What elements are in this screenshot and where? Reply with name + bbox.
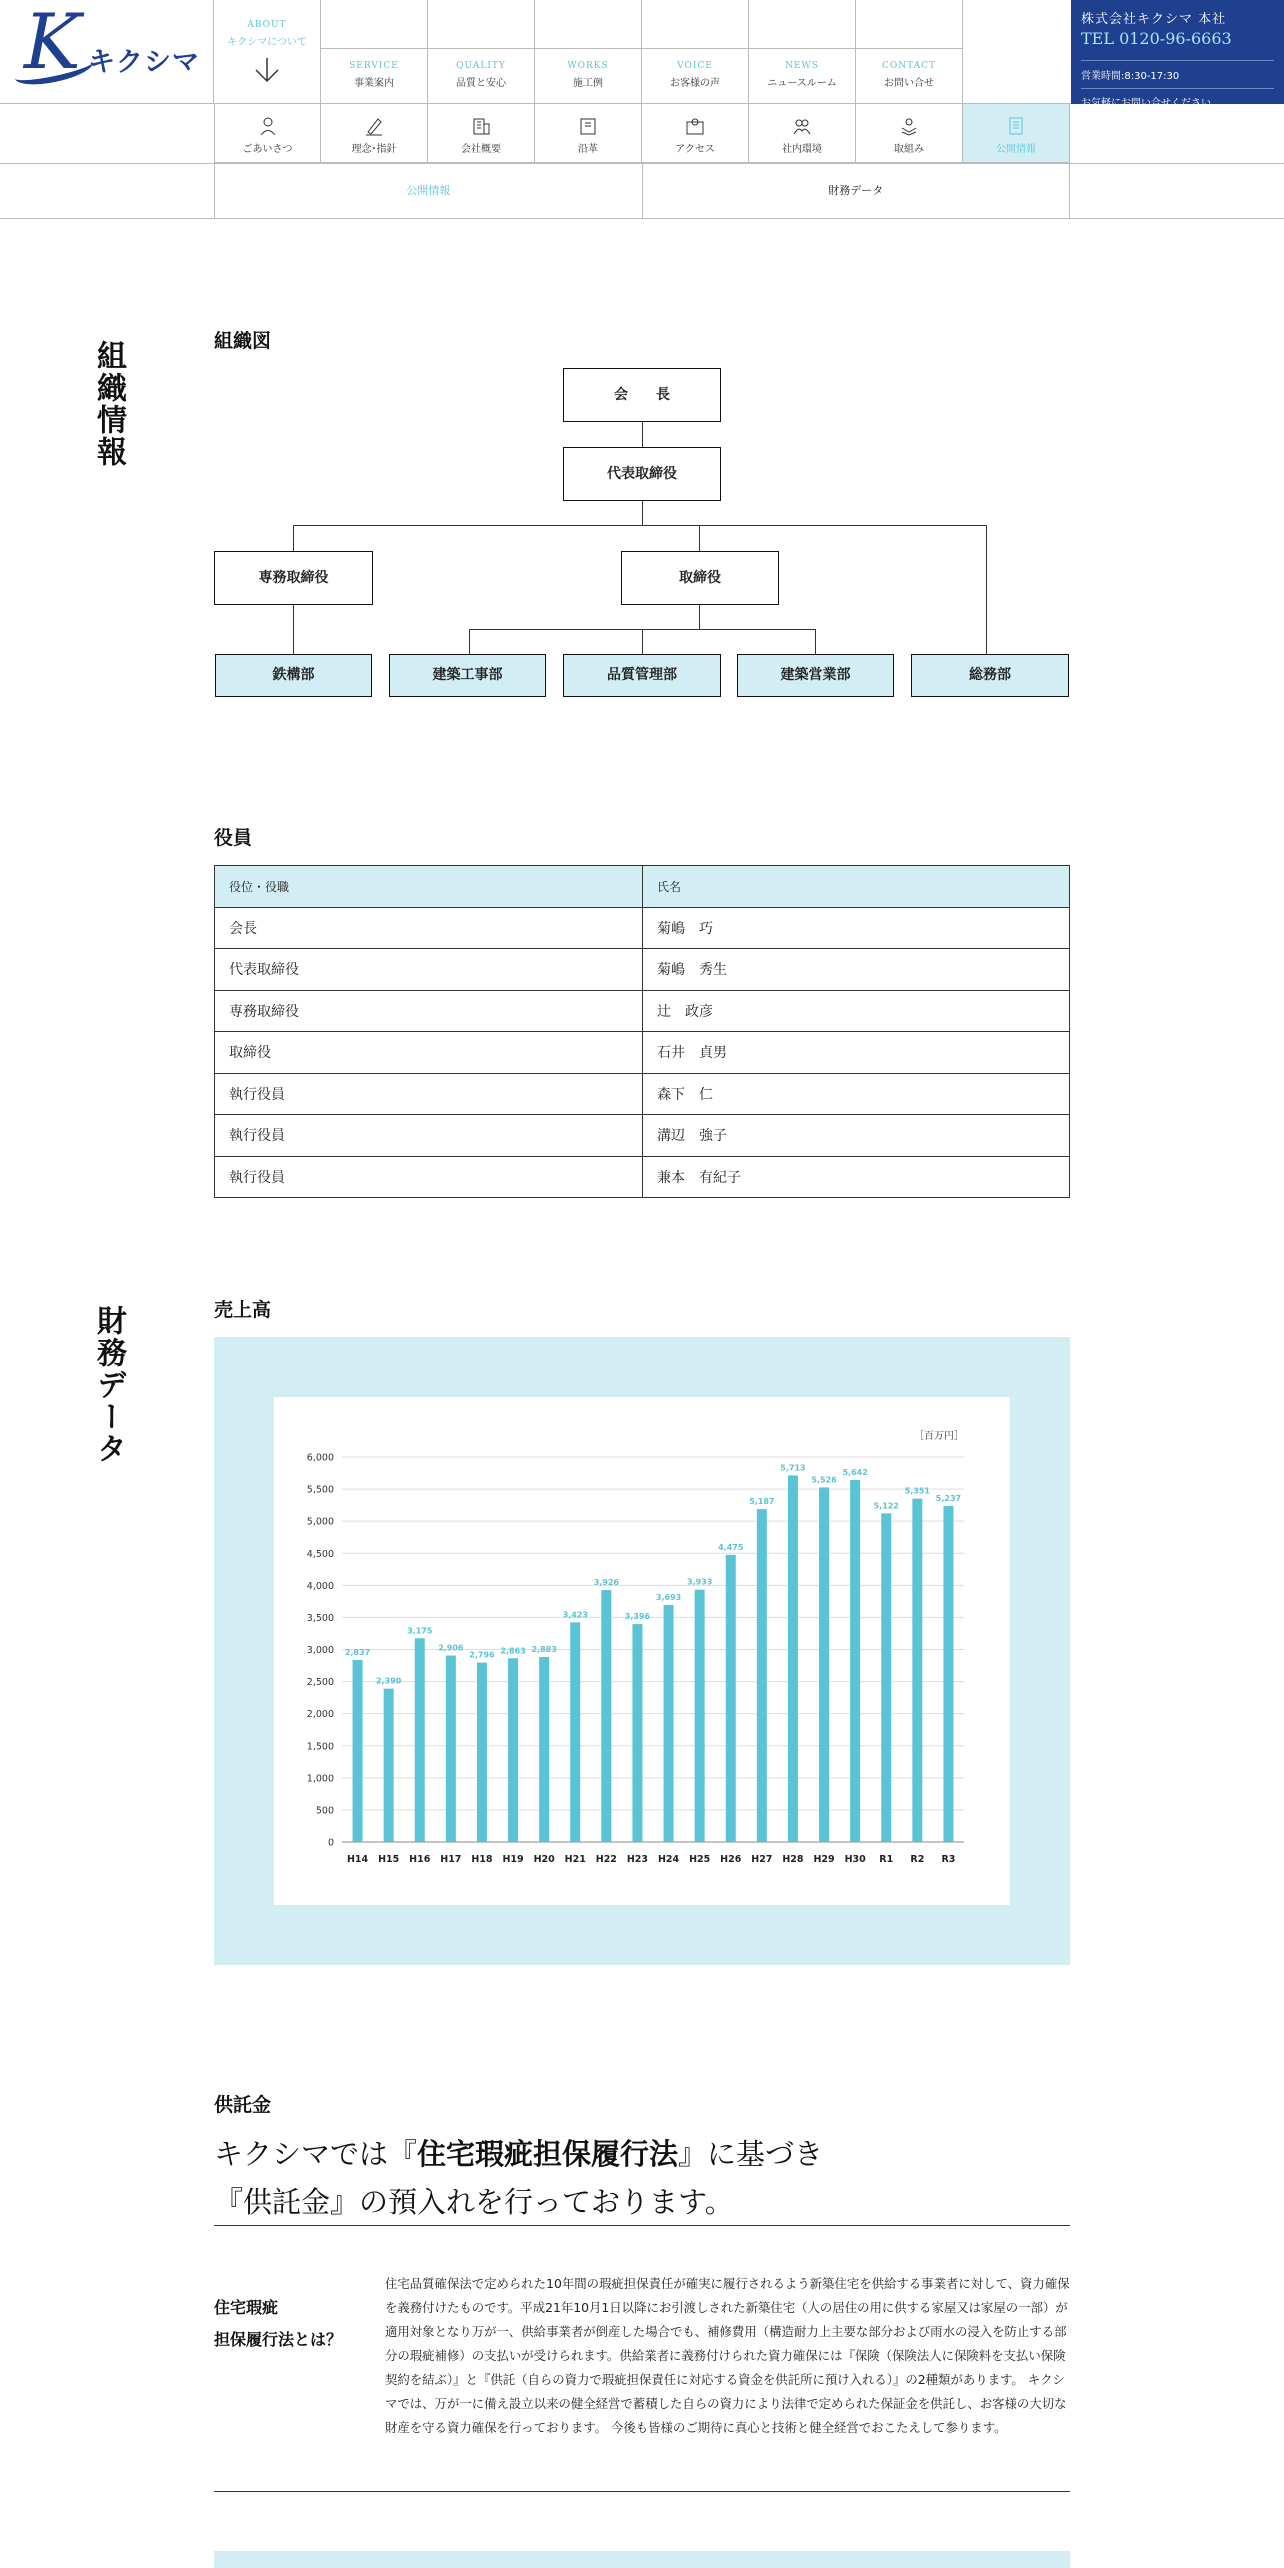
- nav-news-jp: ニュースルーム: [767, 78, 837, 89]
- org-connector: [699, 525, 700, 551]
- sales-chart-card: [274, 1397, 1010, 1905]
- org-connector: [815, 629, 816, 654]
- org-connector: [642, 629, 643, 654]
- subnav-access[interactable]: [642, 104, 749, 162]
- contact-note: お気軽にお問い合せください。: [1081, 88, 1274, 109]
- nav-works[interactable]: [535, 0, 642, 104]
- subnav-label: ごあいさつ: [242, 144, 293, 155]
- nav-service-jp: 事業案内: [354, 78, 394, 89]
- chart-bar: [819, 1487, 829, 1842]
- officer-position: 執行役員: [215, 1115, 643, 1157]
- chart-y-tick-label: 6,000: [306, 1452, 334, 1464]
- chart-bar: [632, 1624, 642, 1842]
- chart-data-label: 5,237: [935, 1493, 962, 1503]
- subnav-label: 沿革: [578, 144, 598, 155]
- document-icon: [1006, 116, 1026, 136]
- officer-name: 石井 貞男: [643, 1032, 1070, 1074]
- subnav-label: アクセス: [675, 144, 715, 155]
- officer-name: 辻 政彦: [643, 990, 1070, 1032]
- trust-lead: [214, 2130, 823, 2226]
- nav-voice-jp: お客様の声: [670, 78, 720, 89]
- nav-about-en: ABOUT: [247, 20, 287, 30]
- main-nav: [214, 0, 963, 104]
- chart-data-label: 5,351: [904, 1486, 931, 1496]
- chart-data-label: 4,475: [718, 1542, 744, 1552]
- officer-position: 代表取締役: [215, 949, 643, 991]
- chart-data-label: 5,187: [749, 1497, 775, 1507]
- sales-bar-chart: [274, 1397, 1010, 1905]
- officer-position: 専務取締役: [215, 990, 643, 1032]
- chart-bar: [446, 1656, 456, 1842]
- contact-hours: 営業時間:8:30-17:30: [1081, 60, 1274, 82]
- chart-data-label: 5,122: [873, 1501, 899, 1511]
- pen-icon: [364, 116, 384, 136]
- org-director: 取締役: [621, 551, 779, 605]
- officer-name: 森下 仁: [643, 1073, 1070, 1115]
- org-dept-steel: 鉄構部: [215, 654, 372, 697]
- nav-voice[interactable]: [642, 0, 749, 104]
- officer-position: 取締役: [215, 1032, 643, 1074]
- chart-data-label: 3,933: [686, 1577, 713, 1587]
- column-header: 氏名: [643, 866, 1070, 908]
- chart-data-label: 5,713: [780, 1463, 806, 1473]
- chart-y-tick-label: 2,500: [306, 1677, 334, 1689]
- org-connector: [469, 629, 470, 654]
- tab-public-info[interactable]: 公開情報: [215, 163, 643, 218]
- chart-bar: [384, 1689, 394, 1842]
- chart-x-tick-label: R1: [879, 1854, 894, 1865]
- subnav-history[interactable]: [535, 104, 642, 162]
- chart-data-label: 2,796: [469, 1650, 495, 1660]
- org-connector: [986, 525, 987, 654]
- chart-x-tick-label: H16: [409, 1854, 431, 1865]
- subnav-philosophy[interactable]: [321, 104, 428, 162]
- chart-data-label: 2,863: [500, 1646, 526, 1656]
- org-president: 代表取締役: [563, 447, 721, 501]
- chart-unit-label: ［百万円］: [914, 1431, 964, 1442]
- divider: [214, 2225, 1070, 2226]
- org-managing-director: 専務取締役: [214, 551, 373, 605]
- chart-x-tick-label: H30: [844, 1854, 866, 1865]
- trust-question-line: 担保履行法とは？: [214, 2330, 343, 2349]
- trust-heading: 供託金: [214, 2094, 272, 2116]
- chart-data-label: 5,526: [811, 1475, 837, 1485]
- chart-bar: [726, 1555, 736, 1842]
- chart-data-label: 3,396: [624, 1612, 651, 1622]
- chart-x-tick-label: R3: [941, 1854, 956, 1865]
- chart-bar: [912, 1499, 922, 1842]
- section-title-financial-data: 財務データ: [91, 1305, 126, 1465]
- table-row: [215, 1156, 1070, 1198]
- chart-x-tick-label: H19: [502, 1854, 524, 1865]
- chart-x-tick-label: H23: [626, 1854, 649, 1865]
- chart-bar: [508, 1658, 518, 1842]
- chart-x-tick-label: H17: [440, 1854, 462, 1865]
- nav-news-en: NEWS: [785, 61, 819, 71]
- org-connector: [699, 605, 700, 629]
- chart-bar: [353, 1660, 363, 1842]
- about-subnav: [214, 104, 1070, 163]
- org-dept-construction: 建築工事部: [389, 654, 546, 697]
- subnav-greeting[interactable]: [214, 104, 321, 162]
- chart-x-tick-label: H20: [533, 1854, 555, 1865]
- chart-x-tick-label: H25: [689, 1854, 711, 1865]
- table-header-row: [215, 866, 1070, 908]
- nav-contact[interactable]: [856, 0, 963, 104]
- nav-news[interactable]: [749, 0, 856, 104]
- chart-x-tick-label: H27: [751, 1854, 773, 1865]
- logo-k-mark: K: [24, 0, 81, 86]
- org-dept-sales: 建築営業部: [737, 654, 894, 697]
- trust-question: [214, 2292, 342, 2356]
- trust-lead-law-name: 住宅瑕疵担保履行法: [417, 2137, 679, 2171]
- subnav-initiatives[interactable]: [856, 104, 963, 162]
- trust-lead-line2: 『供託金』の預入れを行っております。: [214, 2185, 734, 2219]
- chart-data-label: 2,390: [375, 1676, 402, 1686]
- chart-bar: [943, 1506, 953, 1842]
- handshake-icon: [899, 116, 919, 136]
- greeting-icon: [258, 116, 278, 136]
- chart-bar: [850, 1480, 860, 1842]
- subnav-label: 社内環境: [782, 144, 822, 155]
- chart-bar: [757, 1509, 767, 1842]
- officer-position: 執行役員: [215, 1156, 643, 1198]
- nav-quality-en: QUALITY: [456, 61, 506, 71]
- trust-question-line: 住宅瑕疵: [214, 2298, 279, 2317]
- officer-name: 溝辺 強子: [643, 1115, 1070, 1157]
- table-row: [215, 1073, 1070, 1115]
- officer-name: 兼本 有紀子: [643, 1156, 1070, 1198]
- map-icon: [685, 116, 705, 136]
- org-connector: [293, 525, 294, 551]
- nav-contact-en: CONTACT: [881, 61, 937, 71]
- chart-x-tick-label: R2: [910, 1854, 925, 1865]
- contact-tel[interactable]: TEL 0120-96-6663: [1081, 29, 1232, 48]
- org-connector: [642, 501, 643, 525]
- chart-data-label: 3,175: [407, 1626, 433, 1636]
- tab-financial-data[interactable]: 財務データ: [828, 184, 884, 197]
- officers-table: [214, 865, 1070, 1198]
- building-icon: [471, 116, 491, 136]
- chart-x-tick-label: H24: [657, 1854, 680, 1865]
- nav-voice-en: VOICE: [677, 61, 713, 71]
- subnav-label: 公開情報: [996, 144, 1036, 155]
- chart-x-tick-label: H28: [782, 1854, 804, 1865]
- chart-x-tick-label: H14: [346, 1854, 369, 1865]
- chart-bar: [788, 1475, 798, 1842]
- nav-works-jp: 施工例: [573, 78, 603, 89]
- nav-about-jp: キクシマについて: [227, 37, 307, 48]
- subnav-label: 会社概要: [461, 144, 501, 155]
- section-title-organization: 組織情報: [91, 340, 126, 468]
- chart-x-tick-label: H21: [564, 1854, 586, 1865]
- sales-heading: 売上高: [214, 1299, 272, 1321]
- chart-y-tick-label: 2,000: [306, 1709, 334, 1721]
- subnav-label: 取組み: [894, 144, 924, 155]
- company-logo[interactable]: [0, 0, 214, 104]
- next-panel: [214, 2551, 1070, 2568]
- chart-y-tick-label: 4,000: [306, 1580, 334, 1592]
- org-connector: [642, 422, 643, 447]
- chart-bar: [695, 1590, 705, 1842]
- org-dept-quality: 品質管理部: [563, 654, 721, 697]
- site-header: [0, 0, 1284, 109]
- table-row: [215, 1115, 1070, 1157]
- chart-bar: [477, 1663, 487, 1842]
- chart-bar: [415, 1638, 425, 1842]
- book-icon: [578, 116, 598, 136]
- chart-y-tick-label: 0: [327, 1837, 334, 1849]
- people-icon: [792, 116, 812, 136]
- chart-data-label: 3,926: [593, 1578, 620, 1588]
- trust-answer: 住宅品質確保法で定められた10年間の瑕疵担保責任が確実に履行されるよう新築住宅を供給する事業者に対して、資力確保を義務付けたものです。平成21年10月1日以降にお引渡しされた新築住宅（人の居住の用に供する家屋又は家屋の一部）が適用対象となり万が一、供給事業者が倒産した場合でも、補修費用（構造耐力上主要な部分および雨水の浸入を防止する部分の瑕疵補修）の支払いが受けられます。供給業者に義務付けられた資力確保には『保険（保険法人に保険料を支払い保険契約を結ぶ）』と『供託（自らの資力で瑕疵担保責任に対応する資金を供託所に預け入れる）』の2種類があります。 キクシマでは、万が一に備え設立以来の健全経営で蓄積した自らの資力により法律で定められた保証金を供託し、お客様の大切な財産を守る資力確保を行っております。 今後も皆様のご期待に真心と技術と健全経営でおこたえして参ります。: [385, 2276, 1070, 2435]
- chart-x-tick-label: H22: [595, 1854, 617, 1865]
- chart-data-label: 5,642: [842, 1467, 868, 1477]
- chart-data-label: 2,837: [344, 1647, 371, 1657]
- officer-position: 会長: [215, 907, 643, 949]
- officer-position: 執行役員: [215, 1073, 643, 1115]
- subnav-public-info[interactable]: [963, 104, 1070, 162]
- nav-about[interactable]: [214, 0, 321, 104]
- chart-y-tick-label: 1,500: [306, 1741, 334, 1753]
- chart-x-tick-label: H15: [378, 1854, 400, 1865]
- chart-bar: [570, 1622, 580, 1842]
- nav-service-en: SERVICE: [349, 61, 399, 71]
- table-row: [215, 907, 1070, 949]
- logo-text: キクシマ: [88, 47, 200, 78]
- chart-x-tick-label: H29: [813, 1854, 835, 1865]
- contact-company: 株式会社キクシマ 本社: [1081, 12, 1227, 27]
- officer-name: 菊嶋 巧: [643, 907, 1070, 949]
- org-chart-heading: 組織図: [214, 330, 272, 352]
- subnav-label: 理念･指針: [351, 144, 397, 155]
- chart-data-label: 2,883: [531, 1645, 557, 1655]
- chart-x-tick-label: H18: [471, 1854, 493, 1865]
- chart-data-label: 2,906: [438, 1643, 464, 1653]
- contact-box[interactable]: [1071, 0, 1284, 109]
- chart-bar: [601, 1590, 611, 1842]
- chart-data-label: 3,693: [655, 1593, 682, 1603]
- nav-quality-jp: 品質と安心: [456, 78, 506, 89]
- chart-y-tick-label: 500: [315, 1805, 334, 1817]
- officers-heading: 役員: [214, 827, 253, 849]
- subnav-company[interactable]: [428, 104, 535, 162]
- chart-y-tick-label: 3,500: [306, 1612, 334, 1624]
- chart-x-tick-label: H26: [720, 1854, 742, 1865]
- table-row: [215, 990, 1070, 1032]
- officer-name: 菊嶋 秀生: [643, 949, 1070, 991]
- chart-y-tick-label: 3,000: [306, 1645, 334, 1656]
- table-row: [215, 949, 1070, 991]
- chart-y-tick-label: 4,500: [306, 1548, 334, 1560]
- org-dept-general-affairs: 総務部: [911, 654, 1069, 697]
- org-connector: [293, 605, 294, 654]
- chart-data-label: 3,423: [562, 1610, 588, 1620]
- nav-works-en: WORKS: [567, 61, 609, 71]
- column-header: 役位・役職: [215, 866, 643, 908]
- nav-contact-jp: お問い合せ: [884, 78, 934, 89]
- chart-bar: [664, 1605, 674, 1842]
- org-connector: [293, 525, 986, 526]
- chart-y-tick-label: 5,000: [306, 1516, 334, 1528]
- trust-lead-part: キクシマでは『: [214, 2137, 418, 2171]
- chart-bar: [539, 1657, 549, 1842]
- chart-bar: [881, 1513, 891, 1842]
- divider: [214, 2491, 1070, 2492]
- info-tabs: [214, 163, 1070, 219]
- sales-chart-panel: [214, 1337, 1070, 1965]
- table-row: [215, 1032, 1070, 1074]
- trust-lead-part: 』に基づき: [678, 2137, 824, 2171]
- chart-y-tick-label: 5,500: [306, 1484, 334, 1496]
- subnav-environment[interactable]: [749, 104, 856, 162]
- org-chairman: 会 長: [563, 368, 721, 422]
- nav-quality[interactable]: [428, 0, 535, 104]
- chart-y-tick-label: 1,000: [306, 1773, 334, 1785]
- arrow-down-icon: [253, 56, 281, 84]
- nav-service[interactable]: [321, 0, 428, 104]
